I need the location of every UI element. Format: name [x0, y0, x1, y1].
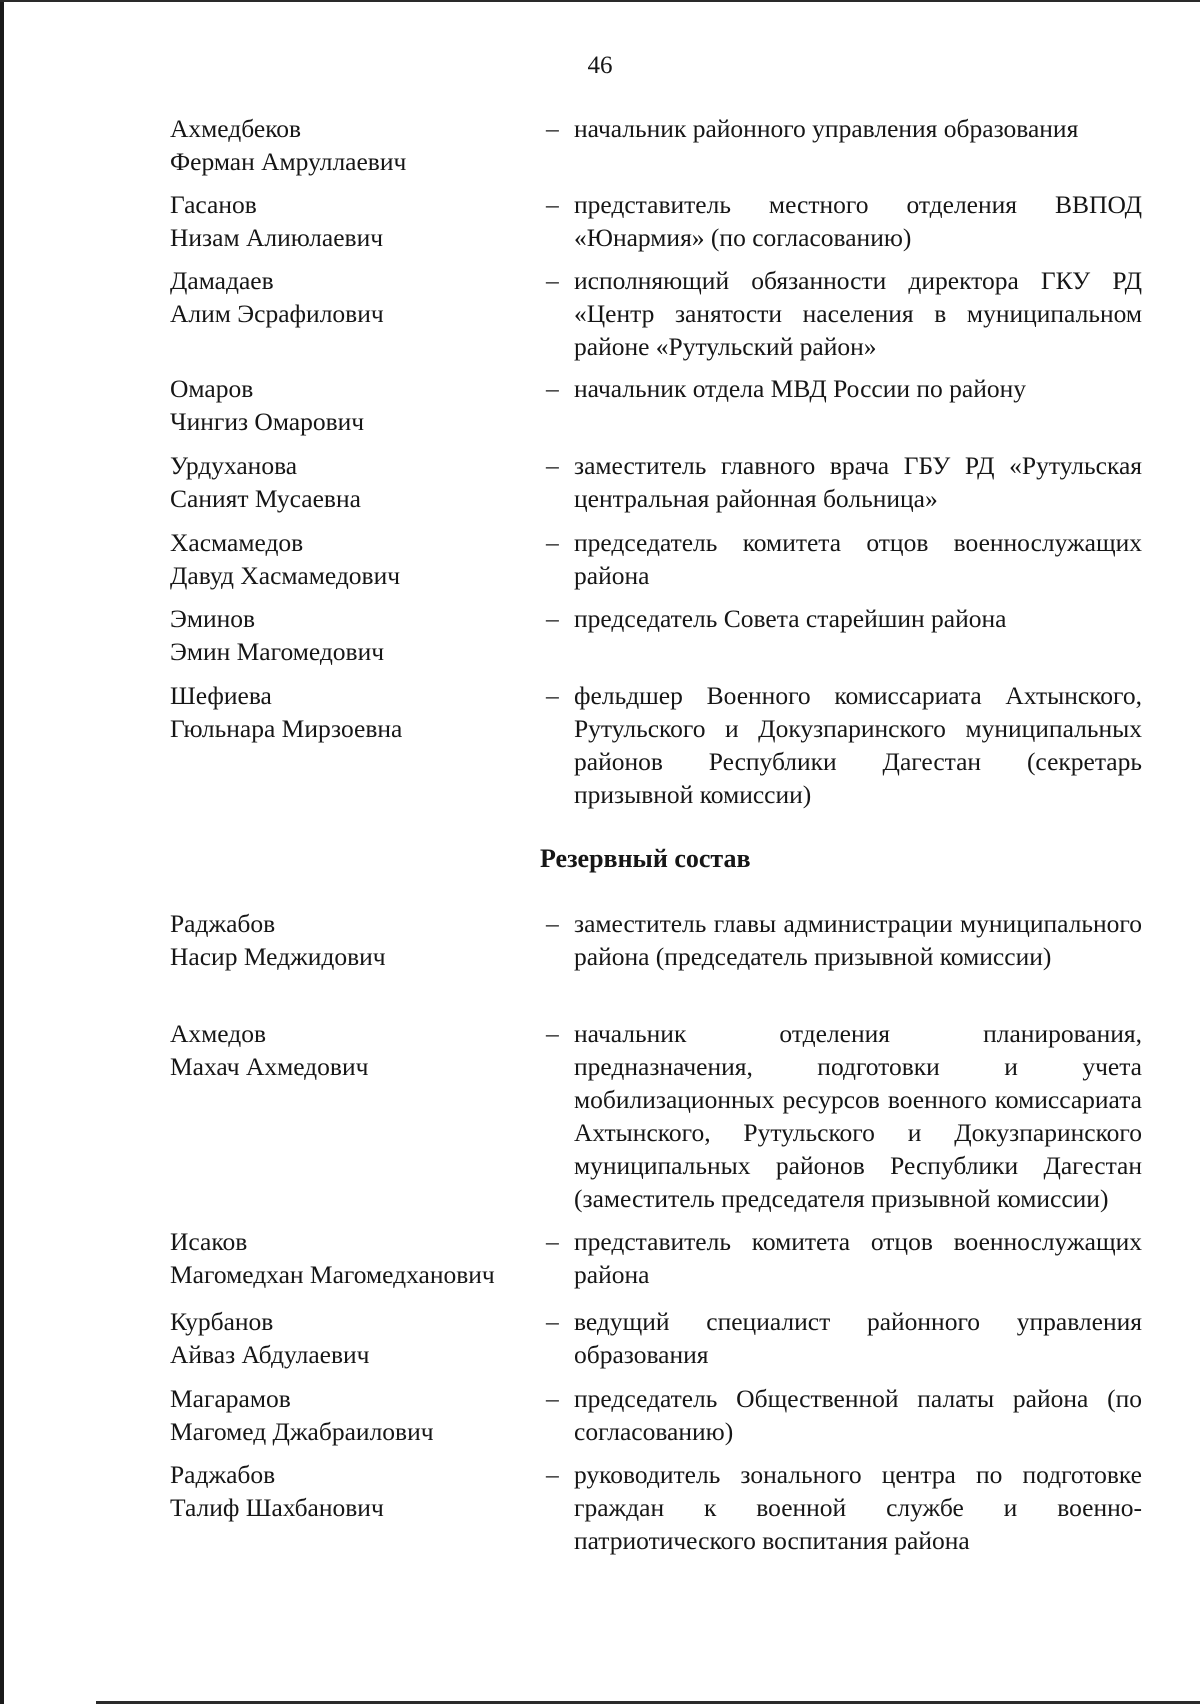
member-name: [170, 1458, 540, 1524]
member-role: фельдшер Военного комиссариата Ахтынского, Рутульского и Докузпаринского муниципальных районов Республики Дагестан (секретарь призывной комиссии): [574, 681, 1142, 809]
dash: –: [546, 1307, 559, 1336]
member-role: заместитель главы администрации муниципального района (председатель призывной комиссии): [574, 909, 1142, 971]
member-role: председатель комитета отцов военнослужащих района: [574, 528, 1142, 590]
member-surname: Магарамов: [170, 1384, 291, 1413]
member-surname: Эминов: [170, 604, 256, 633]
member-surname: Омаров: [170, 374, 254, 403]
dash: –: [546, 451, 559, 480]
member-given-names: Магомедхан Магомедханович: [170, 1260, 495, 1289]
member-given-names: Махач Ахмедович: [170, 1052, 369, 1081]
member-given-names: Давуд Хасмамедович: [170, 561, 401, 590]
member-role: руководитель зонального центра по подготовке граждан к военной службе и военно-патриотического воспитания района: [574, 1460, 1142, 1555]
dash: –: [546, 909, 559, 938]
member-name: [170, 1305, 540, 1371]
member-name: [170, 449, 540, 515]
member-name: [170, 372, 540, 438]
member-name: [170, 679, 540, 745]
member-surname: Исаков: [170, 1227, 248, 1256]
dash: –: [546, 1384, 559, 1413]
dash: –: [546, 1460, 559, 1489]
member-surname: Хасмамедов: [170, 528, 304, 557]
dash: –: [546, 1019, 559, 1048]
member-role: представитель местного отделения ВВПОД «Юнармия» (по согласованию): [574, 190, 1142, 252]
member-given-names: Саният Мусаевна: [170, 484, 361, 513]
member-role: председатель Совета старейшин района: [574, 604, 1007, 633]
member-given-names: Насир Меджидович: [170, 942, 386, 971]
member-given-names: Низам Алиюлаевич: [170, 223, 384, 252]
member-given-names: Гюльнара Мирзоевна: [170, 714, 403, 743]
dash: –: [546, 190, 559, 219]
member-surname: Урдуханова: [170, 451, 298, 480]
member-role: начальник отделения планирования, предназначения, подготовки и учета мобилизационных ресурсов военного комиссариата Ахтынского, Рутульского и Докузпаринского муниципальных районов Республики Дагестан (заместитель председателя призывной комиссии): [574, 1019, 1142, 1213]
member-name: [170, 602, 540, 668]
member-given-names: Эмин Магомедович: [170, 637, 385, 666]
dash: –: [546, 1227, 559, 1256]
member-role: заместитель главного врача ГБУ РД «Рутульская центральная районная больница»: [574, 451, 1142, 513]
member-name: [170, 264, 540, 330]
member-name: [170, 1017, 540, 1083]
member-given-names: Талиф Шахбанович: [170, 1493, 384, 1522]
member-role: начальник отдела МВД России по району: [574, 374, 1027, 403]
member-surname: Раджабов: [170, 1460, 276, 1489]
page-number: 46: [587, 52, 613, 79]
member-role: начальник районного управления образования: [574, 114, 1079, 143]
member-surname: Ахмедбеков: [170, 114, 302, 143]
member-name: [170, 188, 540, 254]
dash: –: [546, 374, 559, 403]
reserve-section-heading: Резервный состав: [540, 844, 751, 873]
member-role: исполняющий обязанности директора ГКУ РД «Центр занятости населения в муниципальном районе «Рутульский район»: [574, 266, 1142, 361]
member-surname: Ахмедов: [170, 1019, 267, 1048]
member-surname: Курбанов: [170, 1307, 274, 1336]
dash: –: [546, 266, 559, 295]
member-given-names: Чингиз Омарович: [170, 407, 365, 436]
member-name: [170, 1382, 540, 1448]
page-edge-top: [0, 0, 1200, 2]
member-name: [170, 526, 540, 592]
dash: –: [546, 681, 559, 710]
member-role: представитель комитета отцов военнослужащих района: [574, 1227, 1142, 1289]
page-edge-left: [0, 0, 4, 1704]
dash: –: [546, 528, 559, 557]
member-surname: Гасанов: [170, 190, 257, 219]
member-given-names: Алим Эсрафилович: [170, 299, 384, 328]
member-name: [170, 1225, 540, 1291]
member-role: ведущий специалист районного управления образования: [574, 1307, 1142, 1369]
member-given-names: Магомед Джабраилович: [170, 1417, 434, 1446]
member-surname: Шефиева: [170, 681, 272, 710]
member-name: [170, 907, 540, 973]
member-given-names: Айваз Абдулаевич: [170, 1340, 370, 1369]
member-name: [170, 112, 540, 178]
member-surname: Дамадаев: [170, 266, 274, 295]
member-surname: Раджабов: [170, 909, 276, 938]
dash: –: [546, 604, 559, 633]
member-role: председатель Общественной палаты района (по согласованию): [574, 1384, 1142, 1446]
dash: –: [546, 114, 559, 143]
member-given-names: Ферман Амруллаевич: [170, 147, 407, 176]
